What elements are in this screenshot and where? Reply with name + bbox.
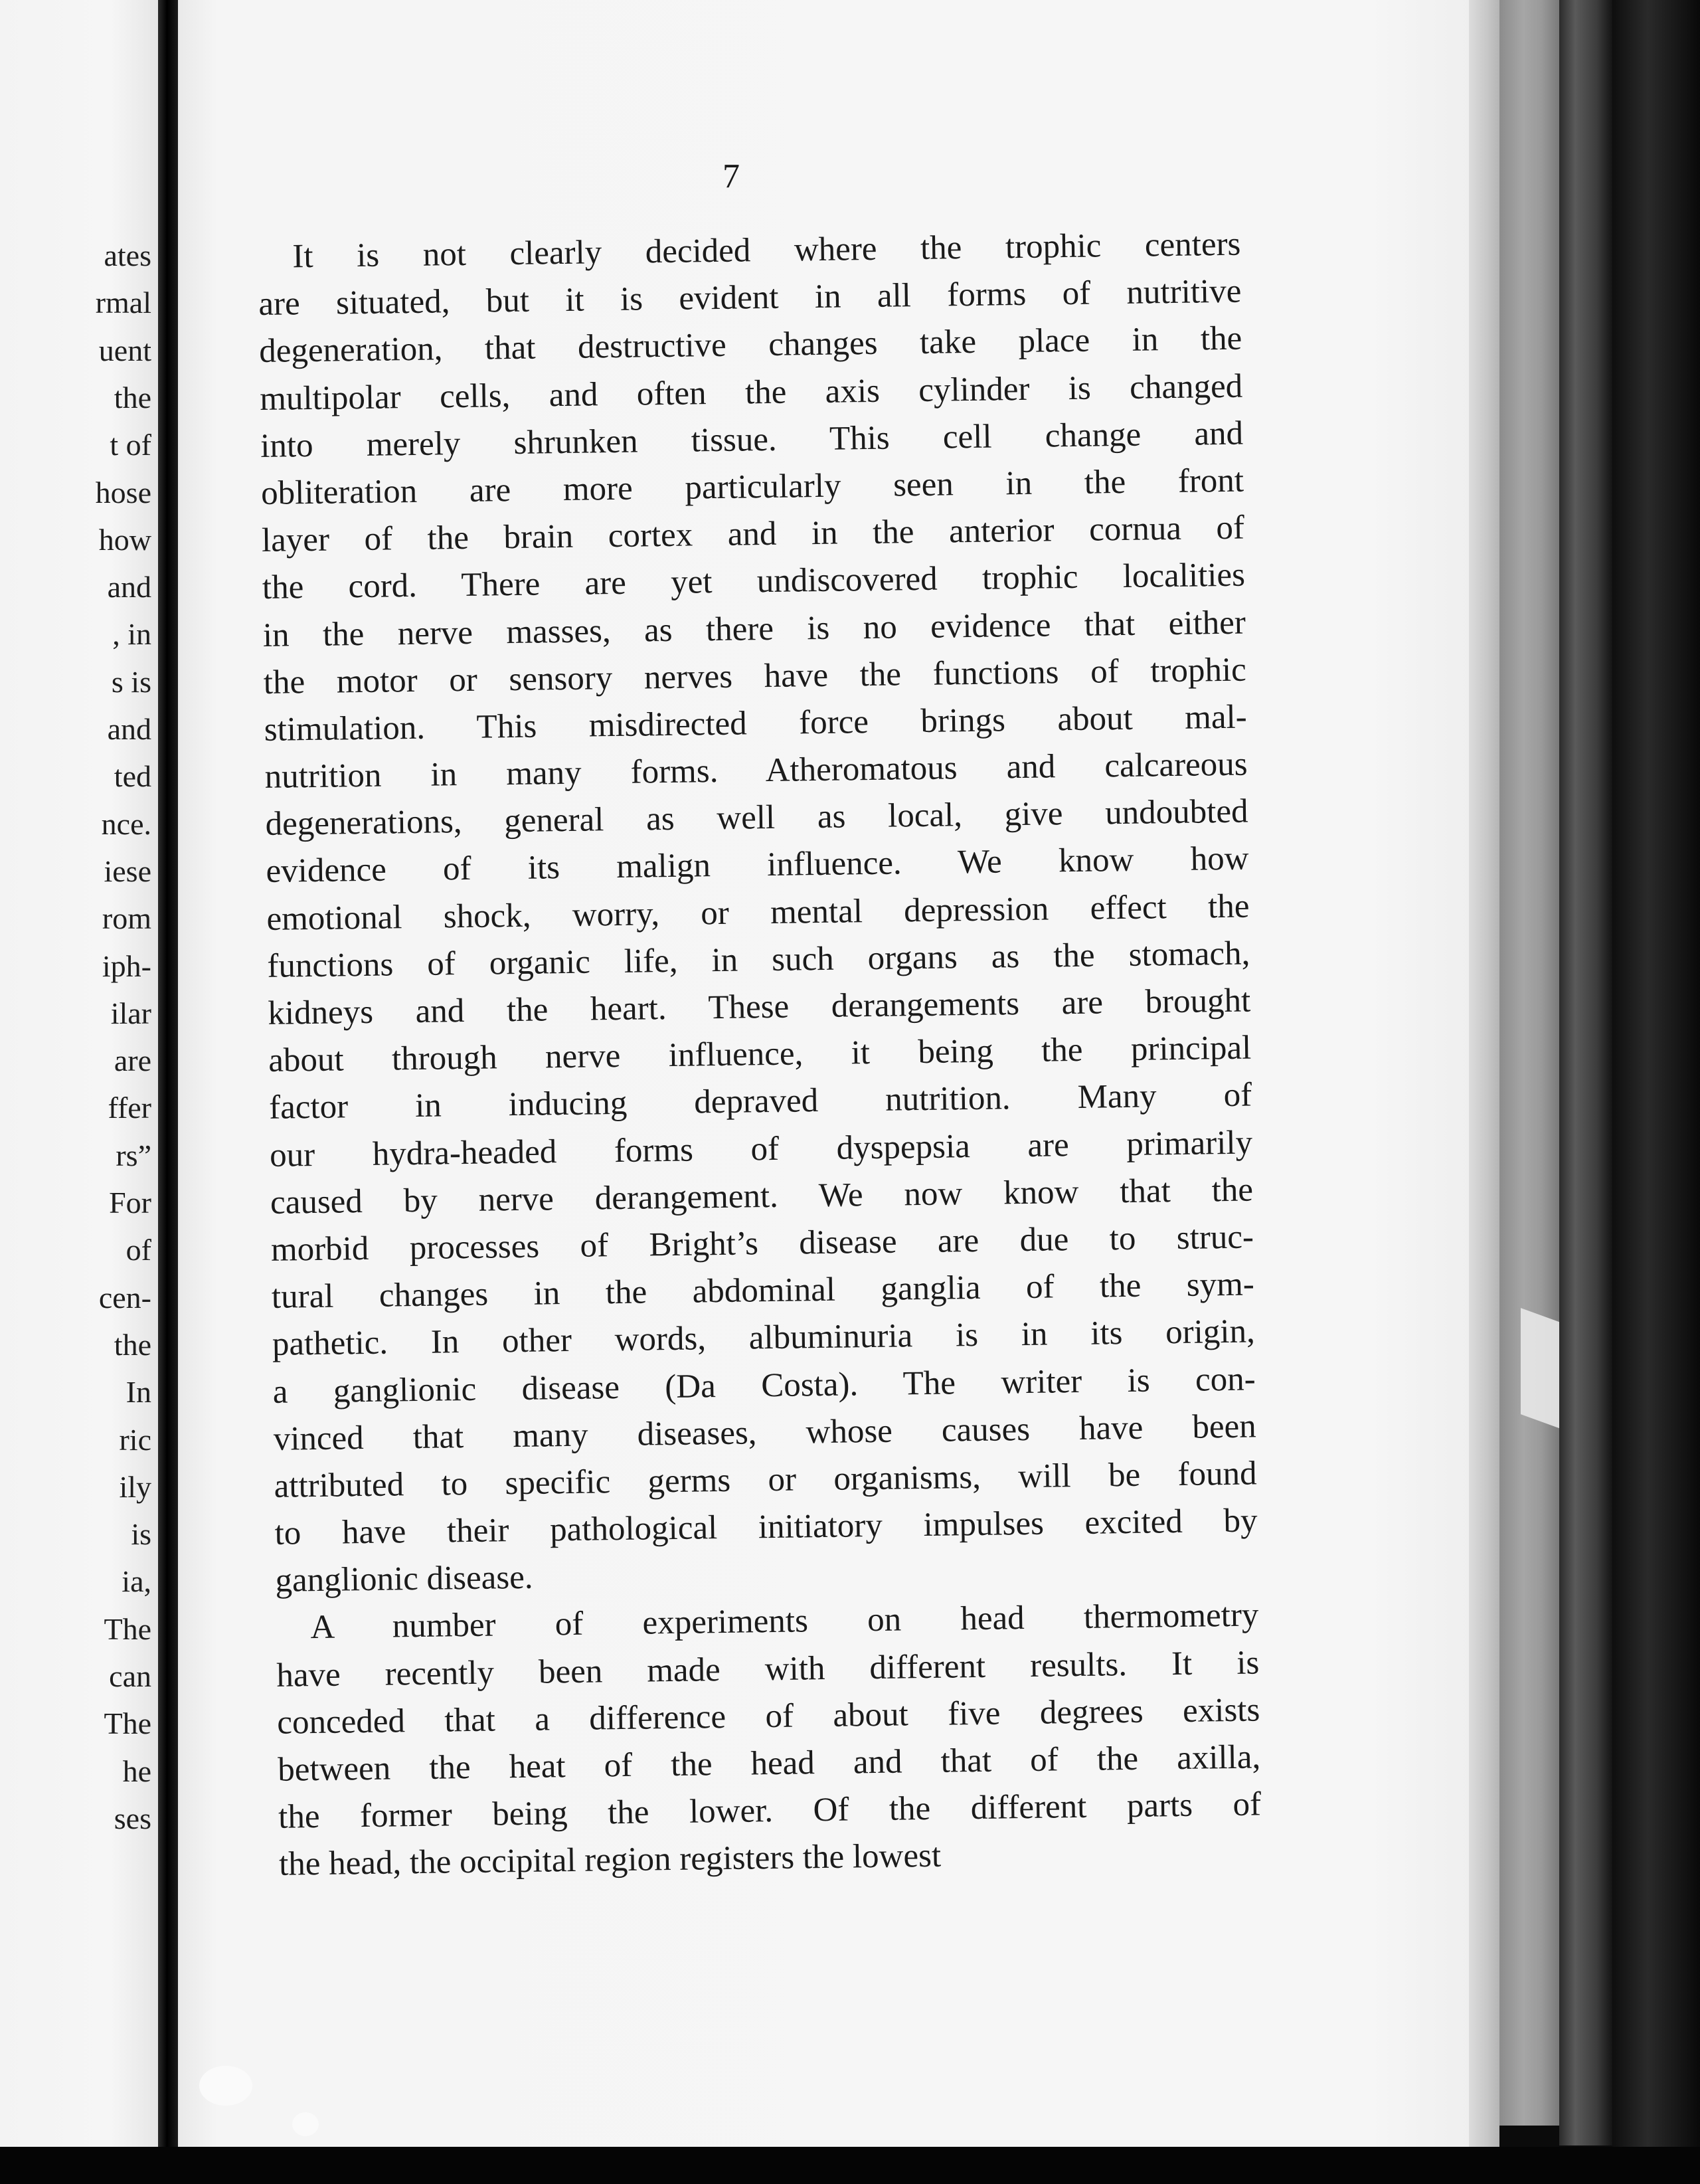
text-line: the cord. There are yet undiscovered trophic localities — [262, 556, 1246, 607]
left-page-line-fragment: cen- — [98, 1280, 151, 1315]
left-page-line-fragment: he — [122, 1754, 151, 1788]
text-line: nutrition in many forms. Atheromatous and calcareous — [264, 745, 1248, 796]
left-page-line-fragment: of — [126, 1233, 151, 1267]
left-page-line-fragment: is — [131, 1517, 151, 1552]
left-page-line-fragment: s is — [111, 664, 151, 699]
left-page-line-fragment: ilar — [110, 996, 151, 1030]
left-page-line-fragment: iph- — [102, 949, 151, 983]
left-page-line-fragment: ates — [104, 238, 151, 272]
left-page-line-fragment: and — [107, 712, 151, 746]
text-line: ganglionic disease. — [275, 1558, 533, 1600]
text-line: emotional shock, worry, or mental depression effect the — [266, 887, 1250, 938]
text-line: multipolar cells, and often the axis cylinder is changed — [259, 367, 1243, 418]
text-line: into merely shrunken tissue. This cell change and — [260, 414, 1244, 465]
page-edge — [1469, 0, 1499, 2152]
text-line: morbid processes of Bright’s disease are due to struc- — [270, 1218, 1254, 1269]
text-line: functions of organic life, in such organs as the stomach, — [267, 935, 1250, 985]
text-line: degeneration, that destructive changes take place in the — [258, 319, 1242, 371]
page-block-edge — [1499, 0, 1559, 2126]
page-edge-highlight — [1521, 1308, 1561, 1429]
text-line: obliteration are more particularly seen in the front — [260, 462, 1244, 512]
left-page-line-fragment: In — [126, 1375, 151, 1410]
text-line: caused by nerve derangement. We now know that the — [270, 1171, 1254, 1222]
left-page-line-fragment: ia, — [122, 1564, 151, 1599]
text-line: kidneys and the heart. These derangements are brought — [268, 982, 1251, 1032]
text-line: pathetic. In other words, albuminuria is in its origin, — [272, 1313, 1256, 1364]
left-page-line-fragment: For — [109, 1186, 151, 1220]
paper-blemish — [292, 2112, 319, 2136]
text-line: to have their pathological initiatory impulses excited by — [274, 1502, 1258, 1552]
text-line: the motor or sensory nerves have the functions of trophic — [263, 651, 1247, 701]
left-page-line-fragment: uent — [98, 333, 151, 367]
text-line: have recently been made with different results. It is — [276, 1644, 1260, 1694]
left-page-line-fragment: t of — [110, 428, 151, 462]
text-line: conceded that a difference of about five degrees exists — [276, 1691, 1260, 1742]
text-line: between the heat of the head and that of the axilla, — [277, 1738, 1261, 1789]
body-text — [258, 221, 1262, 1889]
book-cover-edge — [1559, 0, 1612, 2145]
left-page-line-fragment: can — [109, 1659, 151, 1693]
left-page-line-fragment: The — [104, 1706, 151, 1741]
text-line: about through nerve influence, it being the principal — [268, 1029, 1252, 1080]
text-line: A number of experiments on head thermometry — [310, 1596, 1259, 1647]
text-line: a ganglionic disease (Da Costa). The writer is con- — [272, 1360, 1256, 1411]
left-page-line-fragment: rs” — [116, 1138, 151, 1172]
book-gutter — [158, 0, 178, 2184]
left-page-line-fragment: ric — [119, 1422, 151, 1457]
left-page-line-fragment: ily — [119, 1469, 151, 1504]
left-page-line-fragment: rmal — [95, 286, 151, 320]
text-line: factor in inducing depraved nutrition. Many of — [268, 1076, 1252, 1127]
left-page-line-fragment: The — [104, 1611, 151, 1646]
text-line: in the nerve masses, as there is no evidence that either — [262, 604, 1246, 654]
left-page-line-fragment: the — [114, 1327, 151, 1362]
left-page-line-fragment: , in — [112, 617, 151, 652]
text-line: evidence of its malign influence. We know how — [266, 840, 1249, 891]
text-line: the former being the lower. Of the different parts of — [278, 1785, 1262, 1836]
text-line: the head, the occipital region registers the lowest — [278, 1837, 942, 1884]
left-page-line-fragment: and — [107, 570, 151, 604]
left-page-line-fragment: are — [114, 1044, 151, 1078]
scan-background-bottom — [0, 2147, 1700, 2184]
text-line: are situated, but it is evident in all forms of nutritive — [258, 272, 1242, 323]
text-line: stimulation. This misdirected force brings about mal- — [264, 698, 1248, 749]
text-line: our hydra-headed forms of dyspepsia are primarily — [269, 1124, 1253, 1174]
text-line: vinced that many diseases, whose causes have been — [273, 1408, 1256, 1458]
left-page-line-fragment: the — [114, 380, 151, 414]
paper-blemish — [199, 2066, 252, 2106]
text-line: layer of the brain cortex and in the anterior cornua of — [261, 509, 1245, 560]
text-line: degenerations, general as well as local, give undoubted — [265, 792, 1248, 844]
scan-background-right — [1612, 0, 1700, 2184]
left-page-line-fragment: rom — [102, 901, 151, 936]
left-page-line-fragment: hose — [95, 475, 151, 509]
left-page-line-fragment: ted — [114, 759, 151, 794]
left-page-line-fragment: ffer — [108, 1091, 151, 1125]
left-page-line-fragment: how — [98, 522, 151, 557]
page-number: 7 — [722, 157, 740, 195]
left-facing-page — [0, 0, 158, 2165]
text-line: attributed to specific germs or organisms, will be found — [274, 1455, 1257, 1505]
left-page-line-fragment: iese — [104, 854, 151, 888]
text-line: tural changes in the abdominal ganglia of the sym- — [271, 1265, 1255, 1316]
left-page-line-fragment: nce. — [101, 806, 151, 841]
left-page-line-fragment: ses — [114, 1801, 151, 1835]
text-line: It is not clearly decided where the trophic centers — [292, 225, 1241, 276]
